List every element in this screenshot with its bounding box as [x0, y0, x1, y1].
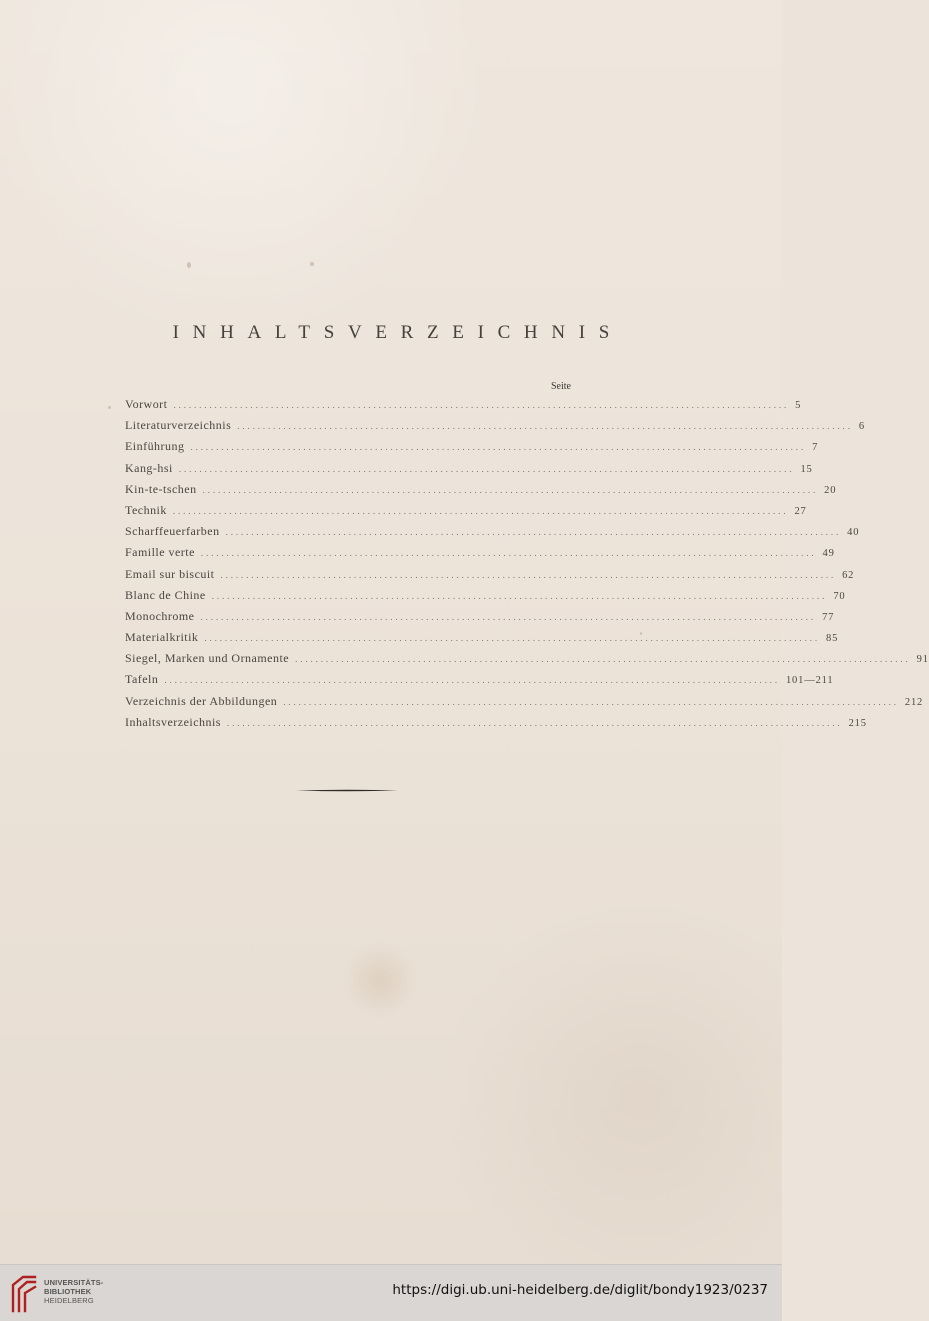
toc-entry-label: Literaturverzeichnis [125, 418, 232, 433]
toc-entry-page: 6 [858, 421, 865, 433]
library-name-line2: BIBLIOTHEK [44, 1287, 92, 1296]
toc-entry-label: Siegel, Marken und Ornamente [125, 651, 290, 666]
toc-entries [125, 394, 929, 733]
dot-leader: ........................................................................................................................ [202, 484, 819, 495]
library-name-line3: HEIDELBERG [44, 1296, 94, 1305]
toc-entry-label: Vorwort [125, 397, 168, 411]
toc-entry-page: 20 [824, 484, 837, 496]
toc-entry-page: 49 [822, 548, 835, 560]
toc-entry [125, 627, 839, 648]
toc-entry-page: 85 [825, 633, 839, 645]
dot-leader: ........................................................................................................................ [172, 505, 789, 516]
toc-entry-label: Kang-hsi [125, 460, 173, 475]
source-url[interactable]: https://digi.ub.uni-heidelberg.de/diglit/bondy1923/0237 [392, 1282, 768, 1298]
toc-entry [125, 458, 813, 479]
toc-entry [125, 394, 802, 415]
toc-entry-label: Materialkritik [125, 630, 199, 645]
toc-entry-page: 101—211 [785, 675, 834, 687]
toc-entry-page: 40 [847, 527, 860, 539]
toc-entry [125, 648, 929, 669]
toc-entry [125, 606, 835, 627]
paper-speck [108, 406, 111, 409]
toc-entry-label: Scharffeuerfarben [125, 524, 220, 539]
table-of-contents [125, 380, 929, 733]
toc-entry [125, 585, 846, 606]
dot-leader: ........................................................................................................................ [178, 463, 795, 474]
toc-entry-page: 5 [795, 400, 802, 411]
toc-entry-label: Einführung [125, 439, 185, 454]
toc-entry [125, 436, 819, 457]
toc-entry [125, 415, 865, 436]
toc-entry-page: 7 [812, 442, 819, 454]
toc-entry [125, 669, 834, 690]
dot-leader: ........................................................................................................................ [200, 611, 817, 622]
library-logo-icon [9, 1273, 39, 1313]
toc-entry [125, 521, 860, 542]
page-title: INHALTSVERZEICHNIS [172, 322, 623, 343]
toc-entry-label: Blanc de Chine [125, 587, 206, 602]
toc-entry-label: Email sur biscuit [125, 566, 215, 581]
toc-entry-page: 27 [794, 505, 807, 517]
toc-entry-label: Verzeichnis der Abbildungen [125, 693, 278, 708]
toc-entry-label: Famille verte [125, 545, 195, 560]
toc-entry [125, 479, 837, 500]
toc-entry [125, 542, 835, 563]
dot-leader: ........................................................................................................................ [204, 633, 820, 644]
paper-speck [187, 262, 191, 268]
toc-entry [125, 712, 867, 733]
dot-leader: ........................................................................................................................ [237, 421, 853, 432]
dot-leader: ........................................................................................................................ [190, 442, 807, 453]
toc-entry [125, 564, 855, 585]
column-header-seite: Seite [551, 381, 571, 392]
footer-bar [0, 1264, 782, 1321]
toc-entry-label: Kin-te-tschen [125, 481, 197, 496]
toc-entry-label: Tafeln [125, 672, 159, 687]
library-name-line1: UNIVERSITÄTS- [44, 1278, 104, 1287]
toc-entry-page: 70 [833, 590, 846, 602]
toc-entry [125, 691, 924, 712]
closing-rule [296, 789, 398, 792]
toc-entry-label: Technik [125, 502, 167, 517]
toc-entry-page: 212 [904, 696, 924, 708]
toc-entry-page: 62 [842, 569, 855, 581]
dot-leader: ........................................................................................................................ [295, 654, 911, 665]
toc-entry [125, 500, 807, 521]
dot-leader: ........................................................................................................................ [173, 400, 790, 410]
dot-leader: ........................................................................................................................ [226, 717, 843, 728]
dot-leader: ........................................................................................................................ [211, 590, 828, 601]
toc-entry-label: Monochrome [125, 608, 195, 623]
toc-entry-label: Inhaltsverzeichnis [125, 714, 221, 729]
dot-leader: ........................................................................................................................ [225, 527, 842, 538]
dot-leader: ........................................................................................................................ [164, 675, 780, 686]
toc-entry-page: 215 [848, 717, 867, 729]
toc-entry-page: 91 [916, 654, 929, 666]
paper-speck [310, 262, 314, 266]
dot-leader: ........................................................................................................................ [283, 696, 899, 707]
library-name [44, 1278, 103, 1305]
toc-entry-page: 15 [800, 463, 813, 475]
dot-leader: ........................................................................................................................ [220, 569, 837, 580]
dot-leader: ........................................................................................................................ [200, 548, 817, 559]
toc-entry-page: 77 [822, 611, 835, 623]
